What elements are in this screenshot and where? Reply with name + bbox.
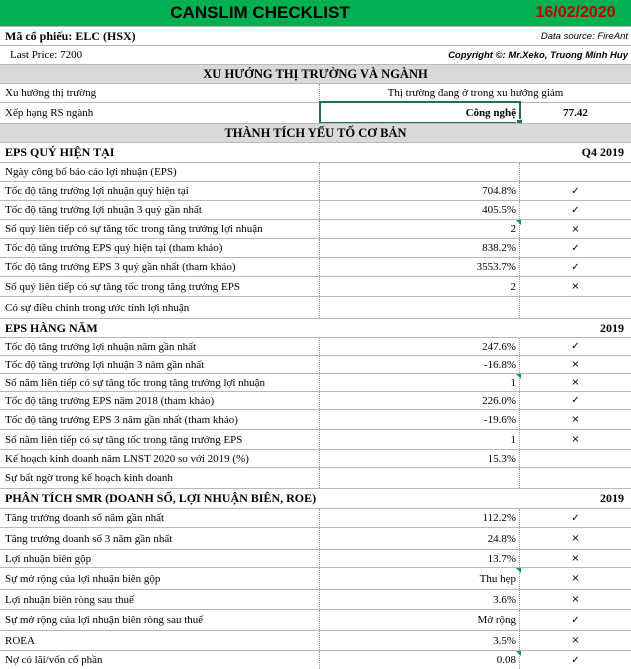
industry-name[interactable]: Công nghệ [465, 107, 516, 119]
row-value[interactable]: 226.0% [320, 392, 520, 409]
table-row [0, 527, 631, 549]
market-trend-value[interactable]: Thị trường đang ở trong xu hướng giảm [387, 87, 564, 99]
table-row [0, 508, 631, 527]
row-value[interactable] [320, 468, 520, 488]
row-check[interactable]: × [571, 533, 580, 544]
row-label[interactable]: Tốc độ tăng trưởng lợi nhuận năm gần nhất [0, 338, 320, 355]
row-value[interactable] [320, 163, 520, 181]
row-value[interactable]: 2 [320, 220, 520, 238]
row-check[interactable]: × [571, 635, 580, 646]
row-label[interactable]: Tăng trưởng doanh số năm gần nhất [0, 509, 320, 527]
eps-annual-title[interactable]: EPS HÀNG NĂM [5, 320, 98, 335]
row-value[interactable]: 704.8% [320, 182, 520, 200]
table-row [0, 257, 631, 276]
title-row [0, 0, 631, 26]
row-label[interactable]: Số năm liên tiếp có sự tăng tốc trong tăng trưởng EPS [0, 430, 320, 449]
row-check[interactable]: × [571, 223, 580, 235]
rs-rank-row [0, 102, 631, 123]
report-date[interactable]: 16/02/2020 [535, 4, 616, 21]
row-label[interactable]: Lợi nhuận biên gộp [0, 550, 320, 567]
row-label[interactable]: Tốc độ tăng trưởng lợi nhuận quý hiện tại [0, 182, 320, 200]
cell-selection [319, 101, 521, 124]
data-source[interactable]: Data source: FireAnt [540, 30, 628, 42]
row-check[interactable]: ✓ [571, 242, 580, 254]
row-value[interactable]: -16.8% [320, 356, 520, 373]
row-check[interactable]: × [571, 573, 580, 584]
row-check[interactable]: × [571, 281, 580, 292]
row-label[interactable]: Lợi nhuận biên ròng sau thuế [0, 590, 320, 609]
row-label[interactable]: Tốc độ tăng trưởng lợi nhuận 3 năm gần nhất [0, 356, 320, 373]
row-check[interactable]: × [571, 377, 580, 388]
table-row [0, 549, 631, 567]
table-row [0, 650, 631, 669]
row-label[interactable]: Sự mở rộng của lợi nhuận biên gộp [0, 568, 320, 589]
copyright[interactable]: Copyright ©: Mr.Xeko, Truong Minh Huy [448, 49, 628, 61]
table-row [0, 200, 631, 219]
row-label[interactable]: Tăng trưởng doanh số 3 năm gần nhất [0, 528, 320, 549]
row-check[interactable] [520, 468, 631, 488]
table-row [0, 589, 631, 609]
fundamentals-section-header [0, 123, 631, 142]
trend-section-header [0, 64, 631, 83]
cell-comment-marker [516, 651, 521, 656]
row-value[interactable]: 1 [320, 374, 520, 391]
row-value[interactable]: 247.6% [320, 338, 520, 355]
row-value[interactable]: 405.5% [320, 201, 520, 219]
table-row [0, 449, 631, 467]
table-row [0, 409, 631, 429]
stock-code[interactable]: Mã cổ phiếu: ELC (HSX) [5, 28, 136, 43]
row-check[interactable]: ✓ [571, 512, 580, 524]
row-value[interactable]: 1 [320, 430, 520, 449]
row-check[interactable]: × [571, 553, 580, 564]
row-value[interactable]: Mở rộng [320, 610, 520, 630]
row-value[interactable]: 3.5% [320, 631, 520, 650]
row-label[interactable]: Có sự điều chỉnh trong ước tính lợi nhuận [0, 297, 320, 318]
cell-comment-marker [516, 220, 521, 225]
row-check[interactable]: ✓ [571, 395, 580, 406]
row-label[interactable]: Sự bất ngờ trong kế hoạch kinh doanh [0, 468, 320, 488]
eps-quarter-header [0, 142, 631, 162]
smr-header [0, 488, 631, 508]
row-value[interactable]: 15.3% [320, 450, 520, 467]
row-value[interactable]: Thu hẹp [320, 568, 520, 589]
stock-info-row [0, 26, 631, 45]
row-value[interactable]: 2 [320, 277, 520, 296]
row-check[interactable] [520, 297, 631, 318]
last-price[interactable]: Last Price: 7200 [10, 49, 83, 61]
table-row [0, 467, 631, 488]
row-check[interactable]: ✓ [571, 341, 580, 352]
row-label[interactable]: Tốc độ tăng trưởng EPS 3 năm gần nhất (tham khảo) [0, 410, 320, 429]
eps-quarter-period[interactable]: Q4 2019 [581, 145, 624, 159]
table-row [0, 609, 631, 630]
row-value[interactable]: 13.7% [320, 550, 520, 567]
smr-period[interactable]: 2019 [600, 491, 624, 505]
table-row [0, 355, 631, 373]
market-trend-row [0, 83, 631, 102]
table-row [0, 219, 631, 238]
row-value[interactable]: 838.2% [320, 239, 520, 257]
cell-comment-marker [516, 568, 521, 573]
table-row [0, 162, 631, 181]
fundamentals-section-title[interactable]: THÀNH TÍCH YẾU TỐ CƠ BẢN [224, 125, 407, 140]
table-row [0, 429, 631, 449]
cell-comment-marker [516, 374, 521, 379]
trend-section-title[interactable]: XU HƯỚNG THỊ TRƯỜNG VÀ NGÀNH [203, 66, 428, 81]
row-label[interactable]: Số quý liên tiếp có sự tăng tốc trong tăng trưởng EPS [0, 277, 320, 296]
checklist-title[interactable]: CANSLIM CHECKLIST [170, 3, 350, 22]
table-row [0, 391, 631, 409]
rs-rank-label[interactable]: Xếp hạng RS ngành [0, 103, 320, 123]
row-value[interactable]: 112.2% [320, 509, 520, 527]
row-check[interactable] [520, 450, 631, 467]
market-trend-label[interactable]: Xu hướng thị trường [0, 84, 320, 102]
table-row [0, 238, 631, 257]
row-value[interactable]: 0.08 [320, 651, 520, 669]
row-label[interactable]: Nợ có lãi/vốn cổ phần [0, 651, 320, 669]
smr-title[interactable]: PHÂN TÍCH SMR (DOANH SỐ, LỢI NHUẬN BIÊN, ROE) [5, 491, 317, 505]
price-row [0, 45, 631, 64]
row-check[interactable]: × [571, 359, 580, 370]
table-row [0, 337, 631, 355]
table-row [0, 296, 631, 318]
table-row [0, 373, 631, 391]
row-label[interactable]: Tốc độ tăng trưởng EPS 3 quý gần nhất (tham khảo) [0, 258, 320, 276]
row-check[interactable]: ✓ [571, 204, 580, 216]
row-value[interactable] [320, 297, 520, 318]
row-check[interactable]: ✓ [571, 654, 580, 666]
row-check[interactable] [520, 163, 631, 181]
row-label[interactable]: Tốc độ tăng trưởng EPS năm 2018 (tham khảo) [0, 392, 320, 409]
table-row [0, 630, 631, 650]
row-value[interactable]: 3553.7% [320, 258, 520, 276]
eps-annual-header [0, 318, 631, 337]
rs-rank-value[interactable]: 77.42 [563, 107, 588, 119]
table-row [0, 276, 631, 296]
row-label[interactable]: Sự mở rộng của lợi nhuận biên ròng sau thuế [0, 610, 320, 630]
eps-annual-period[interactable]: 2019 [600, 320, 624, 335]
row-label[interactable]: Tốc độ tăng trưởng lợi nhuận 3 quý gần nhất [0, 201, 320, 219]
row-check[interactable]: ✓ [571, 261, 580, 273]
row-check[interactable]: × [571, 434, 580, 445]
row-label[interactable]: Kế hoạch kinh doanh năm LNST 2020 so với 2019 (%) [0, 450, 320, 467]
row-check[interactable]: ✓ [571, 614, 580, 626]
row-label[interactable]: Số năm liên tiếp có sự tăng tốc trong tăng trưởng lợi nhuận [0, 374, 320, 391]
row-label[interactable]: ROEA [0, 631, 320, 650]
row-value[interactable]: -19.6% [320, 410, 520, 429]
row-label[interactable]: Ngày công bố báo cáo lợi nhuận (EPS) [0, 163, 320, 181]
row-label[interactable]: Số quý liên tiếp có sự tăng tốc trong tăng trưởng lợi nhuận [0, 220, 320, 238]
row-value[interactable]: 3.6% [320, 590, 520, 609]
row-check[interactable]: ✓ [571, 185, 580, 197]
row-check[interactable]: × [571, 414, 580, 425]
table-row [0, 181, 631, 200]
table-row [0, 567, 631, 589]
row-check[interactable]: × [571, 594, 580, 605]
eps-quarter-title[interactable]: EPS QUÝ HIỆN TẠI [5, 145, 115, 159]
row-value[interactable]: 24.8% [320, 528, 520, 549]
row-label[interactable]: Tốc độ tăng trưởng EPS quý hiện tại (tham khảo) [0, 239, 320, 257]
